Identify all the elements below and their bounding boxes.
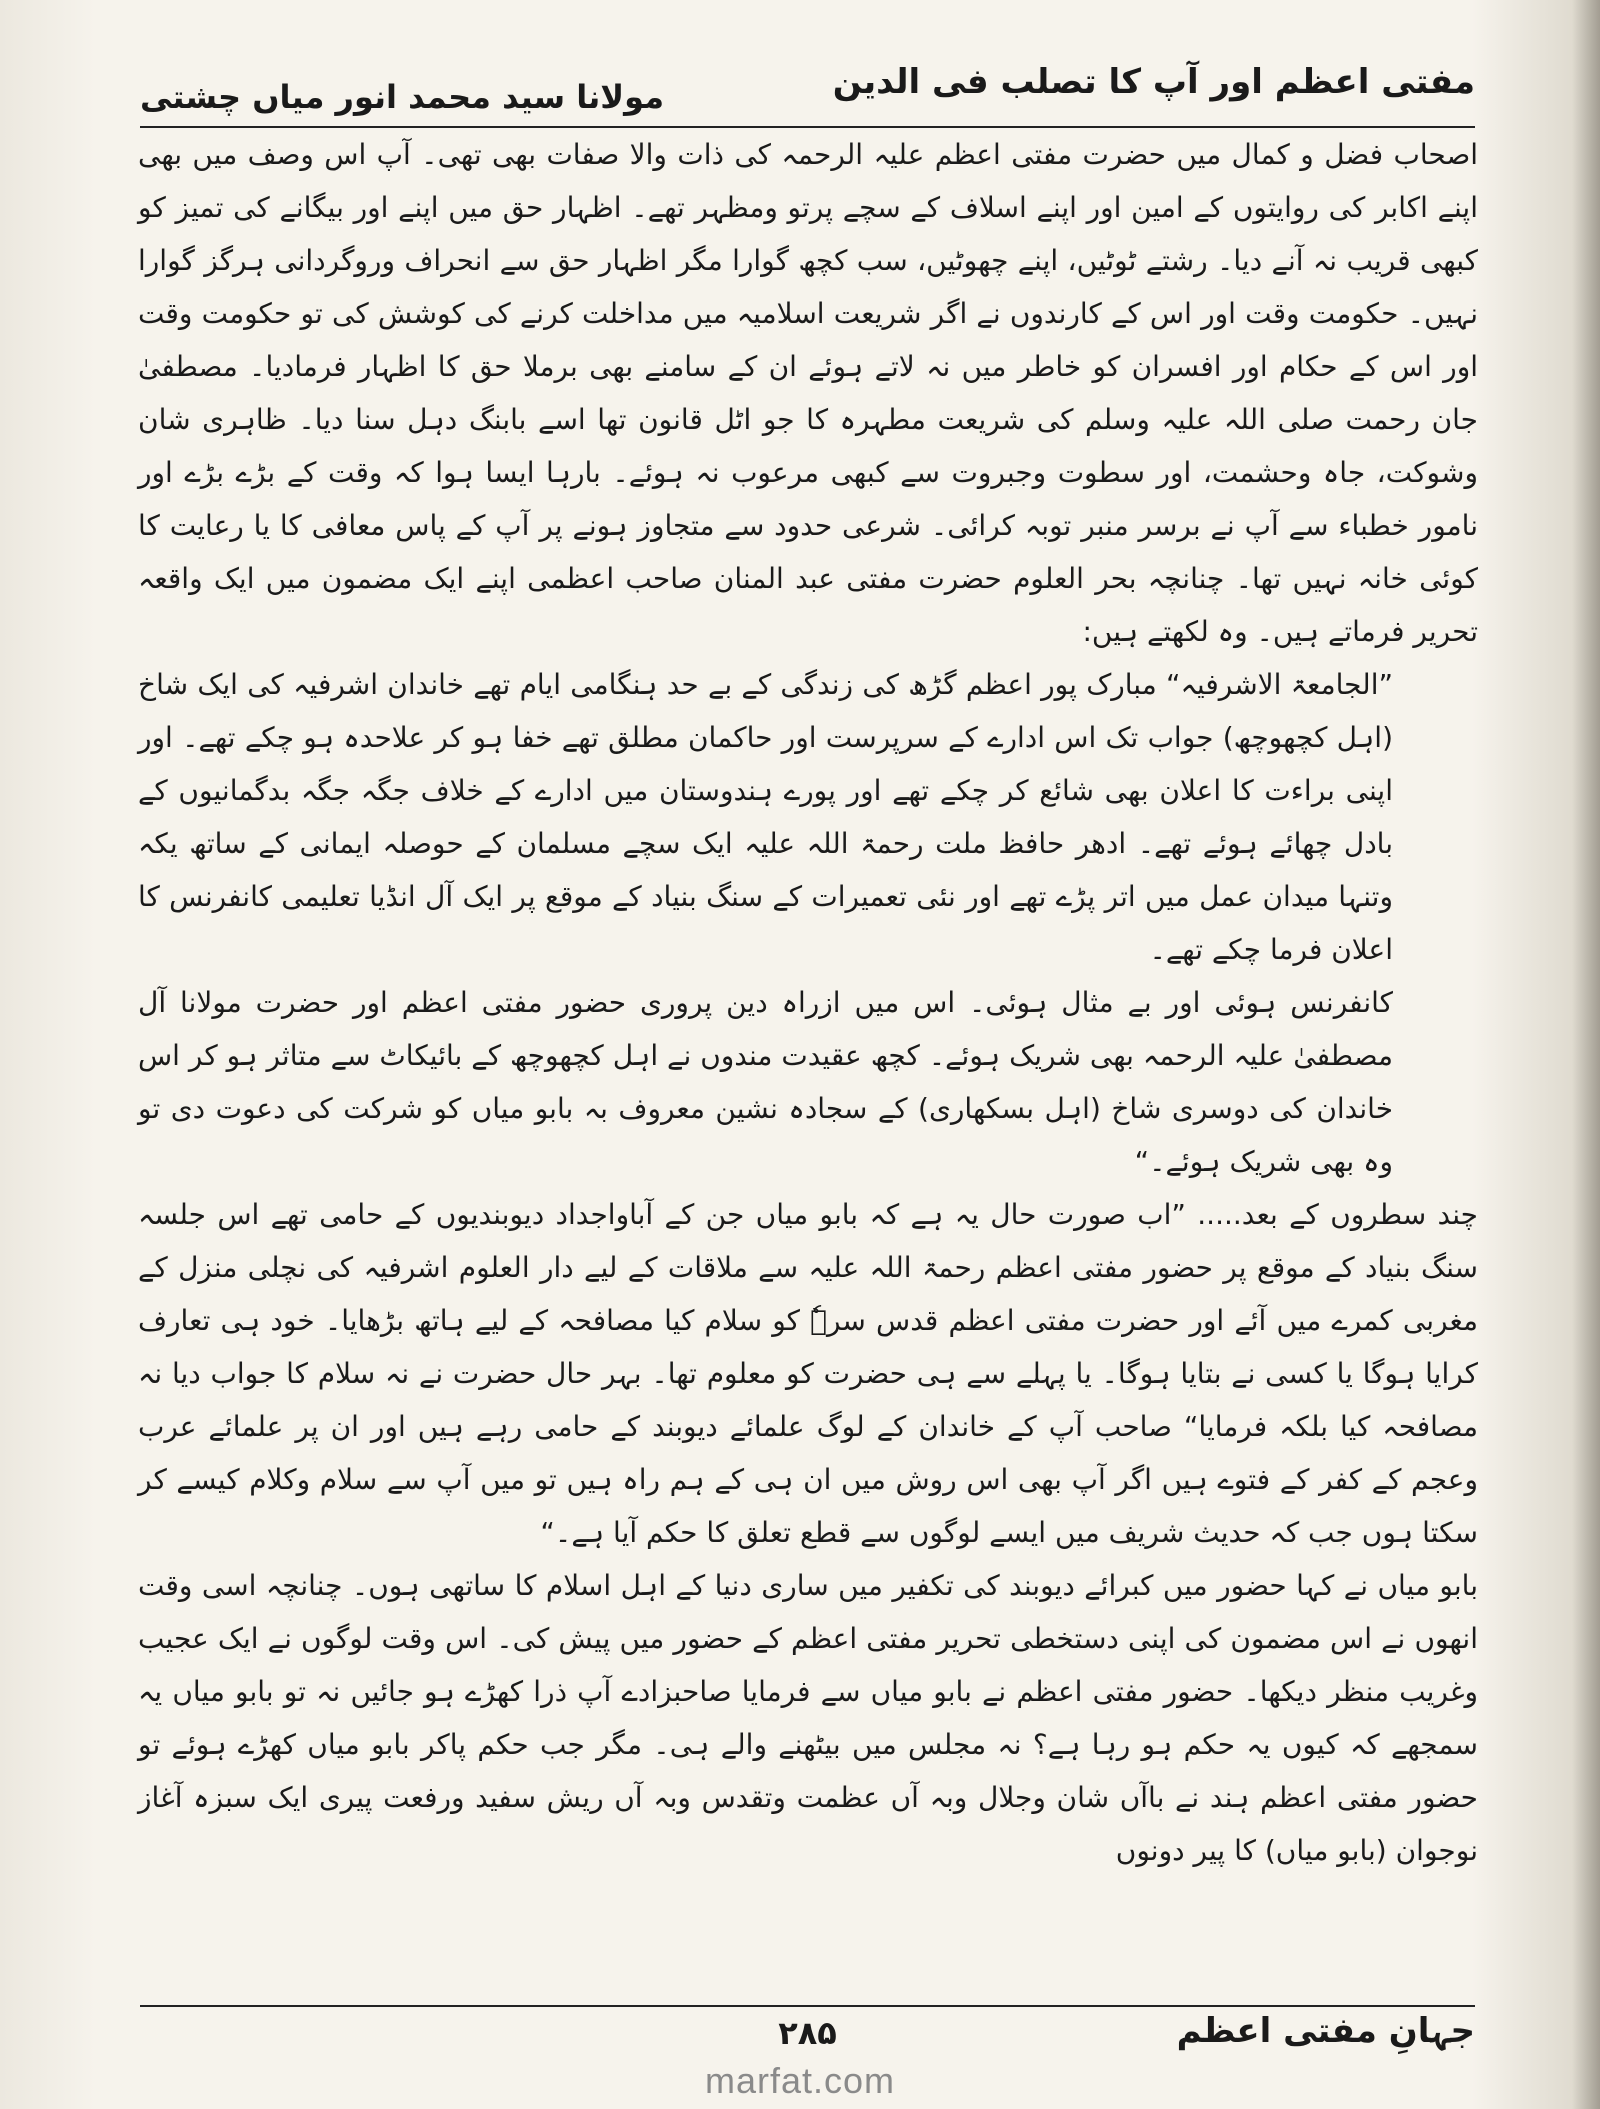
paragraph-quote-1: ”الجامعۃ الاشرفیہ“ مبارک پور اعظم گڑھ کی زندگی کے بے حد ہنگامی ایام تھے خاندان اشرفیہ کی ایک شاخ (اہل کچھوچھ) جواب تک اس ادارے کے سرپرست اور حاکمان مطلق تھے خفا ہو کر علاحدہ ہو چکے تھے۔ اور اپنی براءت کا اعلان بھی شائع کر چکے تھے اور پورے ہندوستان میں ادارے کے خلاف جگہ جگہ بدگمانیوں کے بادل چھائے ہوئے تھے۔ ادھر حافظ ملت رحمۃ اللہ علیہ ایک سچے مسلمان کے حوصلہ ایمانی کے ساتھ یکہ وتنہا میدان عمل میں اتر پڑے تھے اور نئی تعمیرات کے سنگ بنیاد کے موقع پر ایک آل انڈیا تعلیمی کانفرنس کا اعلان فرما چکے تھے۔ [138,668,1394,966]
paragraph-quote-3: چند سطروں کے بعد..... ”اب صورت حال یہ ہے کہ بابو میاں جن کے آباواجداد دیوبندیوں کے حامی تھے اس جلسہ سنگ بنیاد کے موقع پر حضور مفتی اعظم رحمۃ اللہ علیہ سے ملاقات کے لیے دار العلوم اشرفیہ کی نچلی منزل کے مغربی کمرے میں آئے اور حضرت مفتی اعظم قدس سرہٗ کو سلام کیا مصافحہ کے لیے ہاتھ بڑھایا۔ خود ہی تعارف کرایا ہوگا یا کسی نے بتایا ہوگا۔ یا پہلے سے ہی حضرت کو معلوم تھا۔ بہر حال حضرت نے نہ سلام کا جواب دیا نہ مصافحہ کیا بلکہ فرمایا“ صاحب آپ کے خاندان کے لوگ علمائے دیوبند کے حامی رہے ہیں اور ان پر علمائے عرب وعجم کے کفر کے فتوے ہیں اگر آپ بھی اس روش میں ان ہی کے ہم راہ ہیں تو میں آپ سے سلام وکلام کیسے کر سکتا ہوں جب کہ حدیث شریف میں ایسے لوگوں سے قطع تعلق کا حکم آیا ہے۔“ [138,1198,1479,1549]
footer-rule [140,2005,1475,2007]
header-author: مولانا سید محمد انور میاں چشتی [140,78,664,116]
page-edge-shadow [1572,0,1600,2109]
paragraph-quote-2: کانفرنس ہوئی اور بے مثال ہوئی۔ اس میں ازراہ دین پروری حضور مفتی اعظم اور حضرت مولانا آل مصطفیٰ علیہ الرحمہ بھی شریک ہوئے۔ کچھ عقیدت مندوں نے اہل کچھوچھ کے بائیکاٹ سے متاثر ہو کر اس خاندان کی دوسری شاخ (اہل بسکھاری) کے سجادہ نشین معروف بہ بابو میاں کو شرکت کی دعوت دی تو وہ بھی شریک ہوئے۔“ [138,986,1393,1178]
paragraph-intro: اصحاب فضل و کمال میں حضرت مفتی اعظم علیہ الرحمہ کی ذات والا صفات بھی تھی۔ آپ اس وصف میں بھی اپنے اکابر کی روایتوں کے امین اور اپنے اسلاف کے سچے پرتو ومظہر تھے۔ اظہار حق میں اپنے اور بیگانے کی تمیز کو کبھی قریب نہ آنے دیا۔ رشتے ٹوٹیں، اپنے چھوٹیں، سب کچھ گوارا مگر اظہار حق سے انحراف وروگردانی ہرگز گوارا نہیں۔ حکومت وقت اور اس کے کارندوں نے اگر شریعت اسلامیہ میں مداخلت کرنے کی کوشش کی تو حکومت وقت اور اس کے حکام اور افسران کو خاطر میں نہ لاتے ہوئے ان کے سامنے بھی برملا حق کا اظہار فرمادیا۔ مصطفیٰ جان رحمت صلی اللہ علیہ وسلم کی شریعت مطہرہ کا جو اٹل قانون تھا اسے بابنگ دہل سنا دیا۔ ظاہری شان وشوکت، جاہ وحشمت، اور سطوت وجبروت سے کبھی مرعوب نہ ہوئے۔ بارہا ایسا ہوا کہ وقت کے بڑے بڑے اور نامور خطباء سے آپ نے برسر منبر توبہ کرائی۔ شرعی حدود سے متجاوز ہونے پر آپ کے پاس معافی کا یا رعایت کا کوئی خانہ نہیں تھا۔ چنانچہ بحر العلوم حضرت مفتی عبد المنان صاحب اعظمی اپنے ایک مضمون میں ایک واقعہ تحریر فرماتے ہیں۔ وہ لکھتے ہیں: [138,138,1478,648]
paragraph-closing: بابو میاں نے کہا حضور میں کبرائے دیوبند کی تکفیر میں ساری دنیا کے اہل اسلام کا ساتھی ہوں۔ چنانچہ اسی وقت انھوں نے اس مضمون کی اپنی دستخطی تحریر مفتی اعظم کے حضور میں پیش کی۔ اس وقت لوگوں نے ایک عجیب وغریب منظر دیکھا۔ حضور مفتی اعظم نے بابو میاں سے فرمایا صاحبزادے آپ ذرا کھڑے ہو جائیں نہ تو بابو میاں یہ سمجھے کہ کیوں یہ حکم ہو رہا ہے؟ نہ مجلس میں بیٹھنے والے ہی۔ مگر جب حکم پاکر بابو میاں کھڑے ہوئے تو حضور مفتی اعظم ہند نے باآں شان وجلال وبہ آں عظمت وتقدس وبہ آں ریش سفید ورفعت پیری ایک سبزہ آغاز نوجوان (بابو میاں) کا پیر دونوں [138,1569,1478,1867]
header-title: مفتی اعظم اور آپ کا تصلب فی الدین [832,62,1475,102]
page-header [140,56,1475,126]
article-body [138,128,1478,1877]
page-number: ۲۸۵ [778,2014,837,2052]
watermark: marfat.com [704,2060,896,2101]
footer-title: جہانِ مفتی اعظم [1176,2011,1475,2051]
